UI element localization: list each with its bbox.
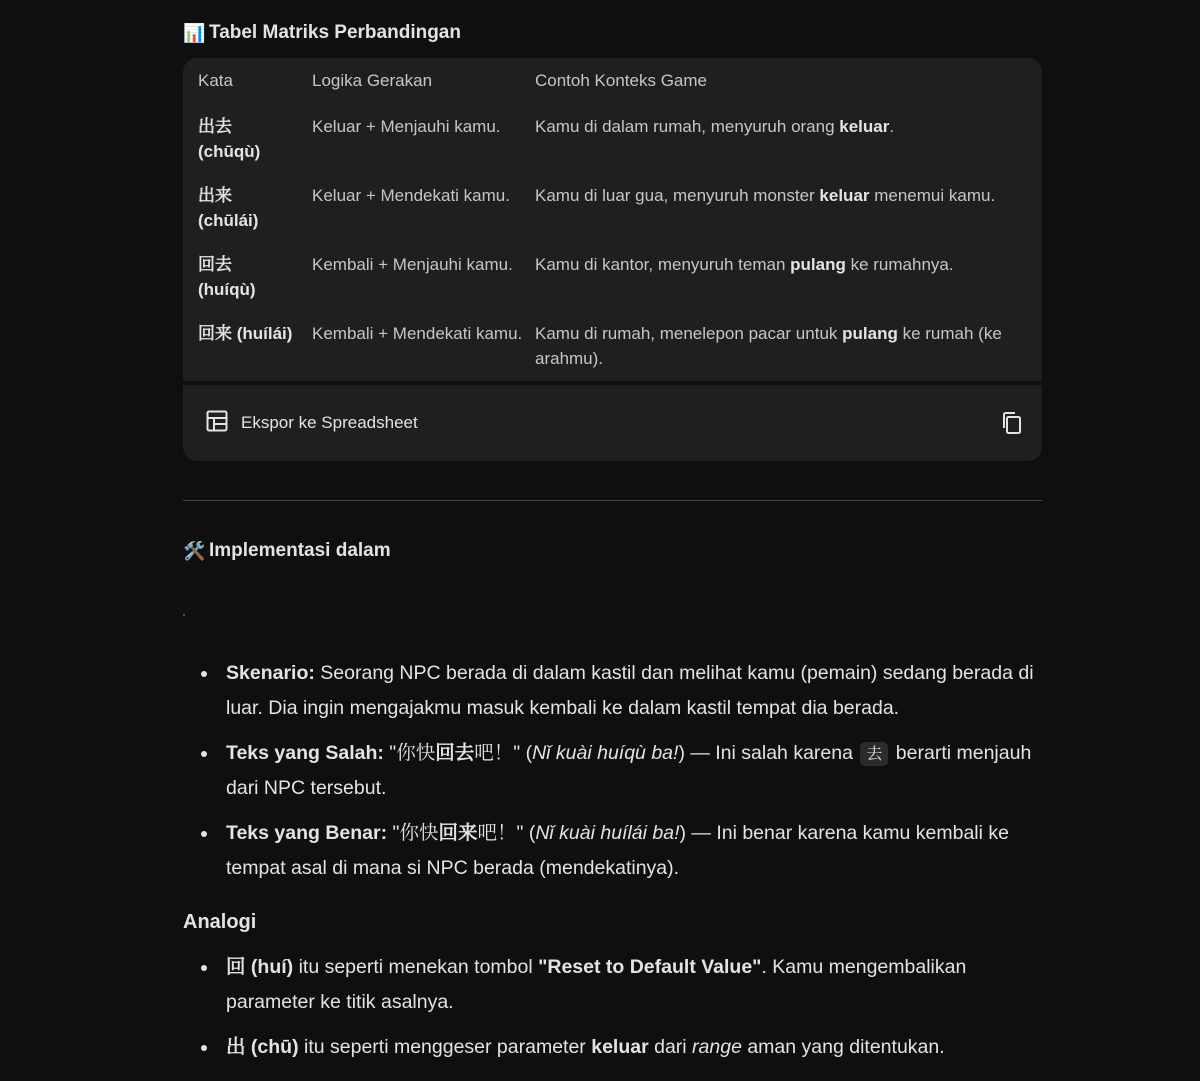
section-title-text: Tabel Matriks Perbandingan <box>209 22 461 43</box>
column-header-logika: Logika Gerakan <box>312 71 433 90</box>
comparison-table-card <box>183 58 1042 381</box>
analogy-heading: Analogi <box>183 911 257 933</box>
cell-konteks: Kamu di rumah, menelepon pacar untuk pulang ke rumah (ke arahmu). <box>535 324 1002 368</box>
export-to-spreadsheet-button[interactable] <box>205 409 418 438</box>
cell-logika: Kembali + Menjauhi kamu. <box>312 255 513 274</box>
section-title-comparison <box>183 20 461 46</box>
table-row <box>183 252 1042 321</box>
cell-logika: Keluar + Menjauhi kamu. <box>312 117 501 136</box>
table-row <box>183 114 1042 183</box>
section-title-implementation <box>183 538 391 564</box>
list-item: Teks yang Salah: "你快回去吧！" (Nǐ kuài huíqù ba!) — Ini salah karena 去 berarti menjauh dari NPC tersebut. <box>183 736 1042 806</box>
cell-kata: 回来 (huílái) <box>198 324 293 343</box>
export-label: Ekspor ke Spreadsheet <box>241 413 418 432</box>
hammer-wrench-icon: 🛠️ <box>183 541 206 561</box>
cell-kata: 出去 (chūqù) <box>198 117 261 161</box>
table-header-row <box>183 58 1042 114</box>
list-item: 出 (chū) itu seperti menggeser parameter keluar dari range aman yang ditentukan. <box>183 1030 1042 1065</box>
table-icon <box>205 409 229 438</box>
bar-chart-icon: 📊 <box>183 23 206 43</box>
cell-konteks: Kamu di kantor, menyuruh teman pulang ke rumahnya. <box>535 255 954 274</box>
table-row <box>183 183 1042 252</box>
copy-icon[interactable] <box>1000 411 1024 435</box>
list-item: Skenario: Seorang NPC berada di dalam kastil dan melihat kamu (pemain) sedang berada di luar. Dia ingin mengajakmu masuk kembali ke dalam kastil tempat dia berada. <box>183 656 1042 726</box>
divider <box>183 500 1042 501</box>
section-title-text: Implementasi dalam <box>209 540 391 561</box>
analogy-list <box>183 950 1042 1075</box>
cell-kata: 回去 (huíqù) <box>198 255 256 299</box>
cell-konteks: Kamu di dalam rumah, menyuruh orang keluar. <box>535 117 895 136</box>
streaming-dot <box>183 614 185 616</box>
cell-konteks: Kamu di luar gua, menyuruh monster keluar menemui kamu. <box>535 186 996 205</box>
column-header-kata: Kata <box>198 71 233 90</box>
column-header-konteks: Contoh Konteks Game <box>535 71 707 90</box>
comparison-table <box>183 58 1042 381</box>
table-footer-bar <box>183 385 1042 461</box>
list-item: Teks yang Benar: "你快回来吧！" (Nǐ kuài huílái ba!) — Ini benar karena kamu kembali ke tempat asal di mana si NPC berada (mendekatinya). <box>183 816 1042 886</box>
cell-logika: Kembali + Mendekati kamu. <box>312 324 523 343</box>
cell-logika: Keluar + Mendekati kamu. <box>312 186 510 205</box>
cell-kata: 出来 (chūlái) <box>198 186 259 230</box>
inline-code: 去 <box>860 742 888 766</box>
table-row <box>183 321 1042 381</box>
scenario-list <box>183 656 1042 896</box>
streaming-fade-overlay <box>398 530 918 640</box>
list-item: 回 (huí) itu seperti menekan tombol "Reset to Default Value". Kamu mengembalikan parameter ke titik asalnya. <box>183 950 1042 1020</box>
